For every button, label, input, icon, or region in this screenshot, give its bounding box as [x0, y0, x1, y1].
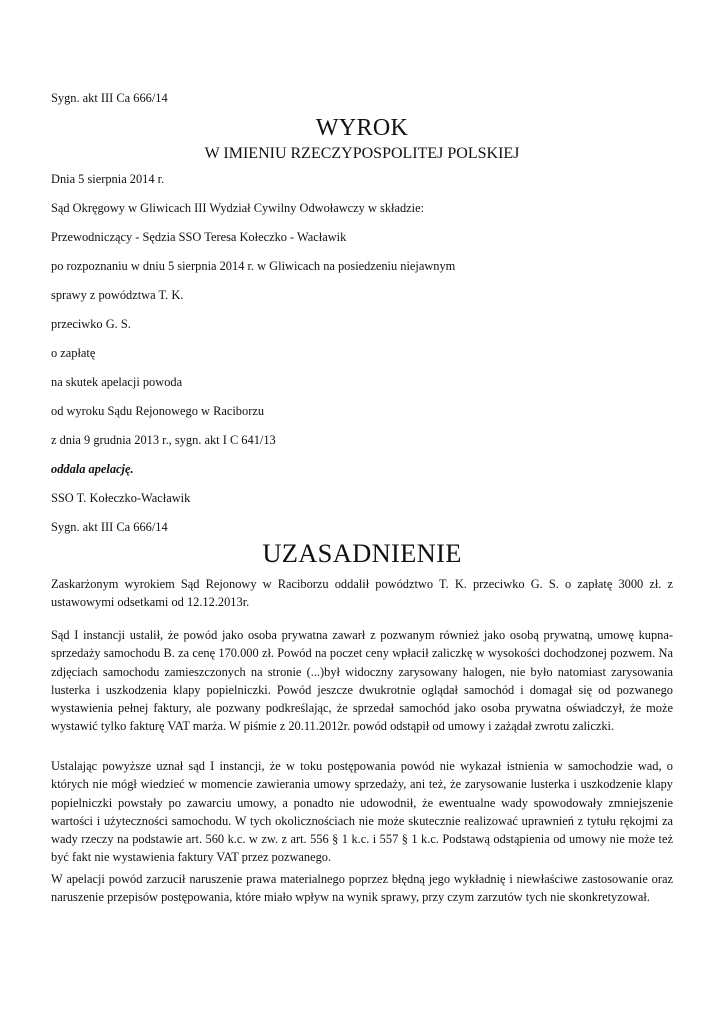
presiding-judge: Przewodniczący - Sędzia SSO Teresa Kołeczko - Wacławik — [51, 230, 347, 244]
subject-line: o zapłatę — [51, 346, 96, 360]
hearing-info: po rozpoznaniu w dniu 5 sierpnia 2014 r. w Gliwicach na posiedzeniu niejawnym — [51, 259, 456, 273]
decision-text: oddala apelację. — [51, 462, 134, 476]
verdict-title: WYROK — [315, 115, 409, 141]
justification-paragraph-3: Ustalając powyższe uznał sąd I instancji, że w toku postępowania powód nie wykazał istnienia w samochodzie wad, o których nie mógł wiedzieć w momencie zawierania umowy sprzedaży, ani też, że zarysowanie lusterka i uszkodzenie klapy popielniczki powstały po zawarciu umowy, a ponadto nie udowodnił, że ewentualne wady spowodowały zmniejszenie wartości i użyteczności samochodu. W tych okolicznościach nie może skutecznie realizować uprawnień z tytułu rękojmi za wady rzeczy na podstawie art. 560 k.c. w zw. z art. 556 § 1 k.c. i 557 § 1 k.c. Podstawą odstąpienia od umowy nie może też być fakt nie wystawienia faktury VAT przez pozwanego. — [51, 759, 673, 865]
lower-court-line: od wyroku Sądu Rejonowego w Raciborzu — [51, 404, 265, 418]
lower-court-date-line: z dnia 9 grudnia 2013 r., sygn. akt I C 641/13 — [51, 433, 276, 447]
court-composition: Sąd Okręgowy w Gliwicach III Wydział Cywilny Odwoławczy w składzie: — [51, 201, 425, 215]
justification-paragraph-1: Zaskarżonym wyrokiem Sąd Rejonowy w Raciborzu oddalił powództwo T. K. przeciwko G. S. o zapłatę 3000 zł. z ustawowymi odsetkami od 12.12.2013r. — [51, 577, 673, 610]
verdict-subtitle: W IMIENIU RZECZYPOSPOLITEJ POLSKIEJ — [204, 145, 520, 162]
plaintiff-line: sprawy z powództwa T. K. — [51, 288, 184, 302]
verdict-date: Dnia 5 sierpnia 2014 r. — [51, 172, 165, 186]
judge-signature: SSO T. Kołeczko-Wacławik — [51, 491, 191, 505]
appeal-line: na skutek apelacji powoda — [51, 375, 183, 389]
justification-paragraph-2: Sąd I instancji ustalił, że powód jako osoba prywatna zawarł z pozwanym również jako osobą prywatną, umowę kupna-sprzedaży samochodu B. za cenę 170.000 zł. Powód na poczet ceny wpłacił zaliczkę w wysokości dochodzonej pozwem. Na zdjęciach samochodu zamieszczonych na stronie (...)był widoczny zarysowany halogen, nie było natomiast zarysowania lusterka i uszkodzenia klapy popielniczki. Powód jeszcze dwukrotnie oglądał samochód i domagał się od pozwanego wystawienia pełnej faktury, ale pozwany podkreślając, że sprzedał samochód jako osoba prywatna oświadczył, że może wystawić tylko fakturę VAT marża. W piśmie z 20.11.2012r. powód odstąpił od umowy i zażądał zwrotu zaliczki. — [51, 628, 673, 734]
defendant-line: przeciwko G. S. — [51, 317, 131, 331]
case-reference-justification: Sygn. akt III Ca 666/14 — [51, 520, 168, 534]
justification-paragraph-4: W apelacji powód zarzucił naruszenie prawa materialnego poprzez błędną jego wykładnię i niewłaściwe zastosowanie oraz naruszenie przepisów postępowania, które miało wpływ na wynik sprawy, przy czym zarzutów tych nie skonkretyzował. — [51, 872, 673, 905]
case-reference-top: Sygn. akt III Ca 666/14 — [51, 91, 168, 105]
justification-title: UZASADNIENIE — [262, 538, 462, 568]
